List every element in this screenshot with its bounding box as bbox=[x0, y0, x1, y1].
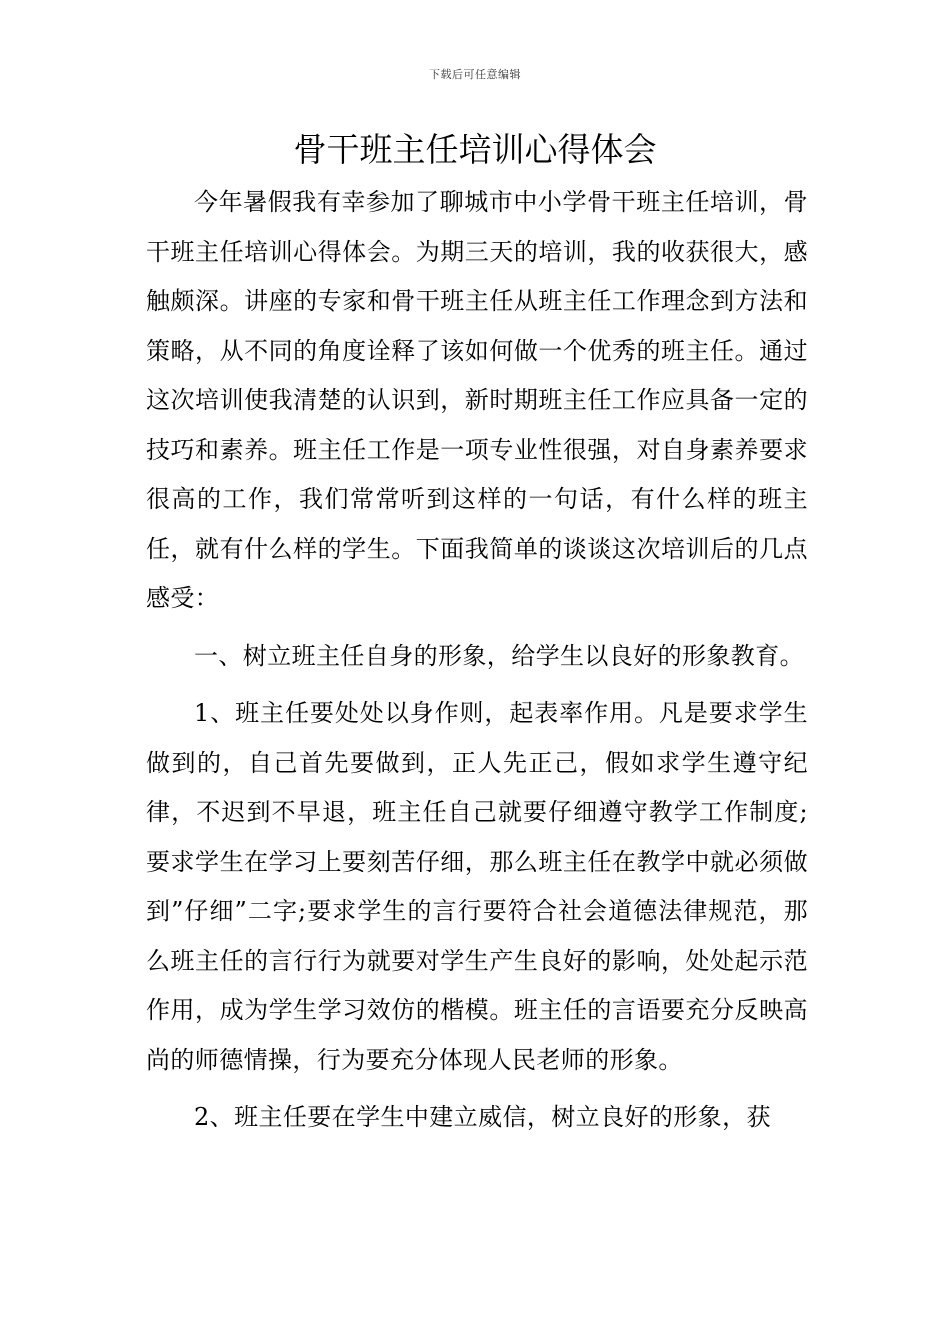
paragraph-point-2: 2、班主任要在学生中建立威信，树立良好的形象，获 bbox=[194, 1103, 771, 1131]
paragraph-intro: 今年暑假我有幸参加了聊城市中小学骨干班主任培训，骨干班主任培训心得体会。为期三天的培训，我的收获很大，感触颇深。讲座的专家和骨干班主任从班主任工作理念到方法和策略，从不同的角度诠释了该如何做一个优秀的班主任。通过这次培训使我清楚的认识到，新时期班主任工作应具备一定的技巧和素养。班主任工作是一项专业性很强，对自身素养要求很高的工作，我们常常听到这样的一句话，有什么样的班主任，就有什么样的学生。下面我简单的谈谈这次培训后的几点感受： bbox=[146, 188, 808, 612]
paragraph-point-1: 1、班主任要处处以身作则，起表率作用。凡是要求学生做到的，自己首先要做到，正人先正己，假如求学生遵守纪律，不迟到不早退，班主任自己就要仔细遵守教学工作制度;要求学生在学习上要刻苦仔细，那么班主任在教学中就必须做到”仔细”二字;要求学生的言行要符合社会道德法律规范，那么班主任的言行行为就要对学生产生良好的影响，处处起示范作用，成为学生学习效仿的楷模。班主任的言语要充分反映高尚的师德情操，行为要充分体现人民老师的形象。 bbox=[146, 699, 808, 1074]
header-note: 下载后可任意编辑 bbox=[429, 68, 521, 81]
paragraph-section-heading: 一、树立班主任自身的形象，给学生以良好的形象教育。 bbox=[194, 641, 804, 670]
document-title: 骨干班主任培训心得体会 bbox=[293, 130, 657, 169]
document-body bbox=[146, 178, 808, 1143]
